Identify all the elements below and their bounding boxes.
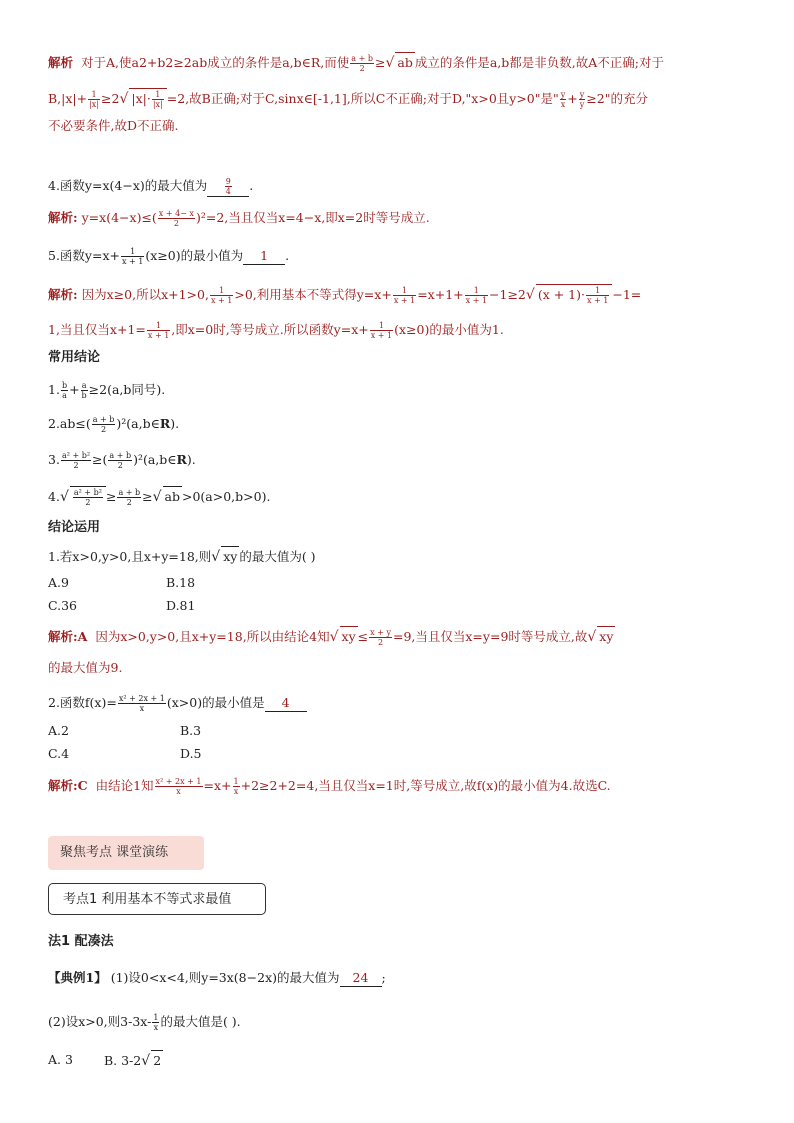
question-5: 5.函数y=x+ $\frac{1}{x + 1}$ (x≥0)的最小值为 1 . bbox=[48, 247, 290, 266]
option-b[interactable]: B. 3-2√ 2 bbox=[104, 1050, 163, 1071]
question-5-solution-line-1: 解析: 因为x≥0,所以x+1>0, $\frac{1}{x + 1}$ >0,利用基本不等式得y=x+ $\frac{1}{x + 1}$ =x+1+ $\frac{1}{x + 1}$ −1≥2√ (x + 1)· $\frac{1}{x + 1}$ −1= bbox=[48, 286, 642, 305]
answer-blank: $\frac{9}{4}$ bbox=[207, 177, 249, 197]
example-part-2: (2)设x>0,则3-3x- $\frac{1}{x}$ 的最大值是( ). bbox=[48, 1013, 241, 1032]
conclusions-heading: 常用结论 bbox=[48, 350, 101, 365]
apply-1-solution-line-1: 解析:A 因为x>0,y>0,且x+y=18,所以由结论4知√ xy ≤ $\frac{x + y}{2}$ =9,当且仅当x=y=9时等号成立,故√ xy bbox=[48, 628, 614, 647]
answer-blank: 1 bbox=[243, 248, 285, 265]
option-a[interactable]: A. 3 bbox=[48, 1052, 73, 1067]
option-d[interactable]: D.5 bbox=[180, 746, 202, 761]
analysis-label: 解析 bbox=[48, 55, 74, 70]
option-a[interactable]: A.2 bbox=[48, 723, 69, 738]
answer-blank: 24 bbox=[340, 970, 382, 987]
conclusion-1: 1. $\frac{b}{a}$ + $\frac{a}{b}$ ≥2(a,b同号). bbox=[48, 381, 166, 400]
apply-heading: 结论运用 bbox=[48, 520, 101, 535]
apply-1-solution-line-2: 的最大值为9. bbox=[48, 660, 123, 675]
option-d[interactable]: D.81 bbox=[166, 598, 196, 613]
question-4: 4.函数y=x(4−x)的最大值为 $\frac{9}{4}$ . bbox=[48, 177, 254, 196]
topic-box: 考点1 利用基本不等式求最值 bbox=[48, 883, 266, 915]
conclusion-3: 3. $\frac{\text{a² + b²}}{2}$ ≥( $\frac{a + b}{2}$ )²(a,b∈R). bbox=[48, 451, 196, 470]
apply-2-solution: 解析:C 由结论1知 $\frac{\text{x² + 2x + 1}}{x}$ =x+ $\frac{1}{x}$ +2≥2+2=4,当且仅当x=1时,等号成立,故f(x)的最小值为4.故选C. bbox=[48, 777, 611, 796]
apply-question-1: 1.若x>0,y>0,且x+y=18,则√ xy 的最大值为( ) bbox=[48, 546, 750, 567]
conclusion-2: 2.ab≤( $\frac{a + b}{2}$ )²(a,b∈R). bbox=[48, 415, 180, 434]
conclusion-4: 4.√ $\frac{\text{a² + b²}}{2}$ ≥ $\frac{a + b}{2}$ ≥√ ab >0(a>0,b>0). bbox=[48, 488, 271, 507]
question-4-solution: 解析: y=x(4−x)≤( $\frac{x + 4- x}{2}$ )²=2,当且仅当x=4−x,即x=2时等号成立. bbox=[48, 209, 430, 228]
option-a[interactable]: A.9 bbox=[48, 575, 69, 590]
question-5-solution-line-2: 1,当且仅当x+1= $\frac{1}{x + 1}$ ,即x=0时,等号成立.所以函数y=x+ $\frac{1}{x + 1}$ (x≥0)的最小值为1. bbox=[48, 321, 504, 340]
answer-blank: 4 bbox=[265, 695, 307, 712]
focus-section-tag: 聚焦考点 课堂演练 bbox=[48, 836, 204, 870]
apply-question-2: 2.函数f(x)= $\frac{\text{x² + 2x + 1}}{x}$ (x>0)的最小值是 4 bbox=[48, 693, 750, 713]
option-b[interactable]: B.18 bbox=[166, 575, 196, 590]
example-part-1: 【典例1】 (1)设0<x<4,则y=3x(8−2x)的最大值为 24 ; bbox=[48, 970, 386, 985]
analysis-line-3: 不必要条件,故D不正确. bbox=[48, 118, 179, 133]
analysis-line-1: 解析 对于A,使a2+b2≥2ab成立的条件是a,b∈R,而使 $\frac{a + b}{2}$ ≥√ ab 成立的条件是a,b都是非负数,故A不正确;对于 bbox=[48, 54, 664, 73]
option-b[interactable]: B.3 bbox=[180, 723, 202, 738]
analysis-line-2: B,|x|+ $\frac{1}{|x|}$ ≥2√ |x|· $\frac{1}{|x|}$ =2,故B正确;对于C,sinx∈[-1,1],所以C不正确;对于D,"x>0且y>0"是" $\frac{y}{x}$ + $\frac{y}{y}$ ≥2"的充分 bbox=[48, 90, 648, 109]
option-c[interactable]: C.36 bbox=[48, 598, 77, 613]
option-c[interactable]: C.4 bbox=[48, 746, 70, 761]
method-heading: 法1 配凑法 bbox=[48, 934, 114, 949]
